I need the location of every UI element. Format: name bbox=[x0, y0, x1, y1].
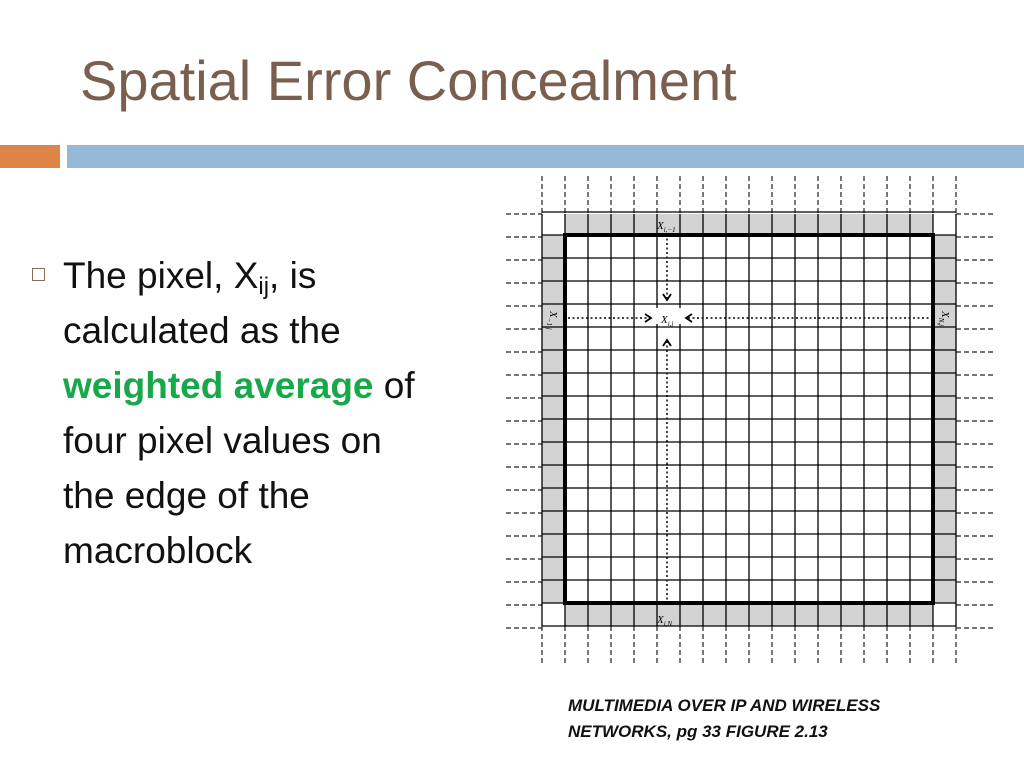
label-right-pixel: $X_{N,j}$ bbox=[937, 311, 951, 327]
macroblock-grid bbox=[542, 212, 956, 626]
bullet-text bbox=[63, 248, 513, 578]
bullet-line-3 bbox=[63, 358, 513, 413]
accent-bar-orange bbox=[0, 145, 60, 168]
bullet-line-5: the edge of the bbox=[63, 475, 310, 516]
label-left-pixel: $X_{-1,j}$ bbox=[545, 311, 559, 330]
text-fragment: of bbox=[373, 365, 415, 406]
bullet-line-4: four pixel values on bbox=[63, 420, 382, 461]
bullet-line-1 bbox=[63, 248, 513, 303]
bullet-line-6: macroblock bbox=[63, 530, 253, 571]
bullet-line-2: calculated as the bbox=[63, 310, 341, 351]
outer-dashed-grid bbox=[506, 176, 994, 664]
accent-bar-blue bbox=[67, 145, 1024, 168]
caption-line-2: NETWORKS, pg 33 FIGURE 2.13 bbox=[568, 722, 828, 741]
highlight-weighted-average: weighted average bbox=[63, 365, 374, 406]
figure-caption bbox=[568, 693, 880, 745]
text-fragment: The pixel, X bbox=[63, 255, 259, 296]
text-fragment: , is bbox=[269, 255, 317, 296]
bullet-square-icon bbox=[32, 268, 45, 281]
label-top-pixel: $X_{i,-1}$ bbox=[657, 220, 676, 234]
macroblock-diagram bbox=[506, 176, 996, 666]
slide-title: Spatial Error Concealment bbox=[80, 49, 737, 112]
label-bottom-pixel: $X_{i,N}$ bbox=[657, 614, 673, 628]
caption-line-1: MULTIMEDIA OVER IP AND WIRELESS bbox=[568, 696, 881, 715]
label-center-pixel: $X_{i,j}$ bbox=[661, 314, 674, 328]
subscript-ij: ij bbox=[258, 273, 270, 300]
